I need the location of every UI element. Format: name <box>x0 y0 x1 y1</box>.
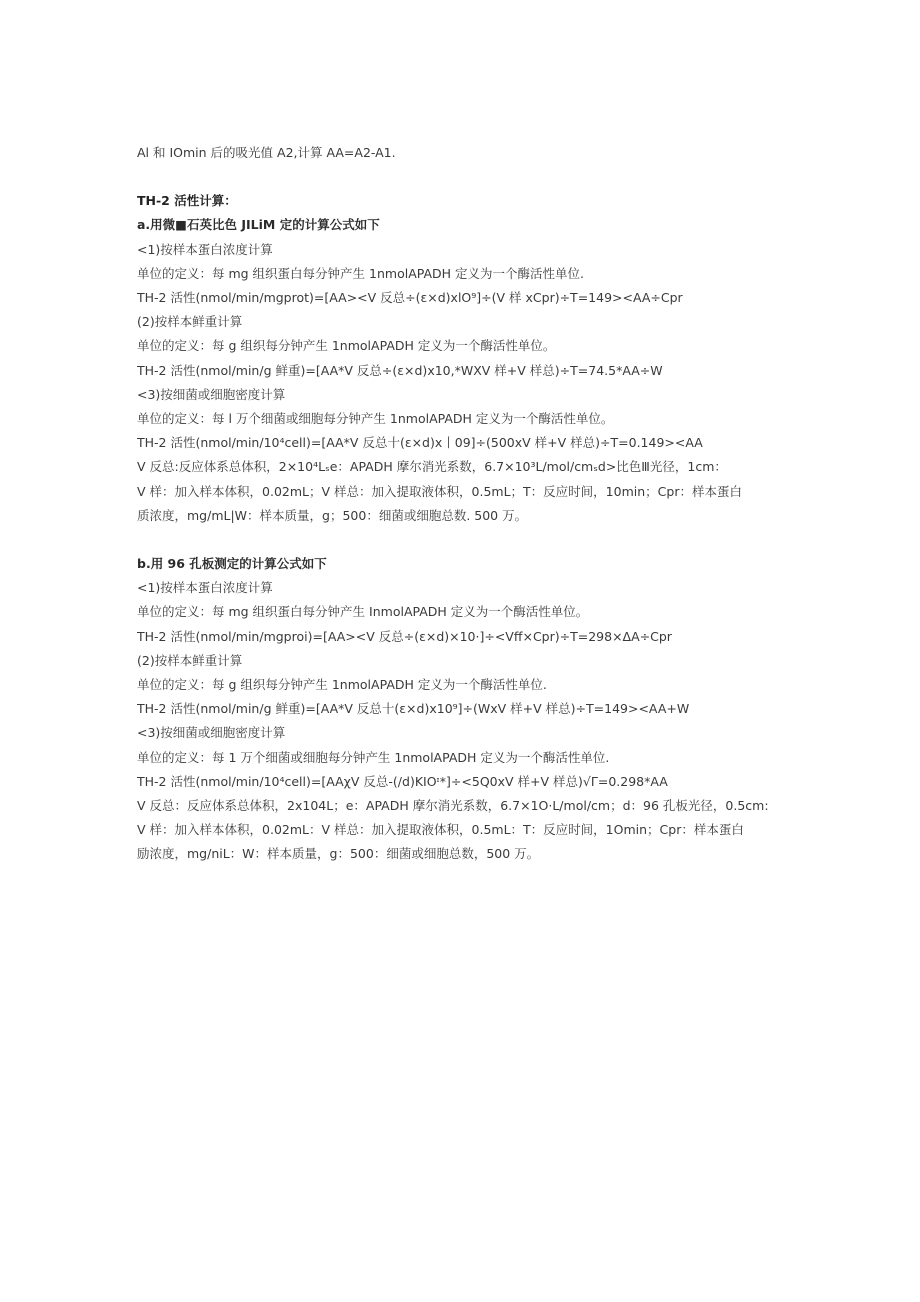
part-b-line: V 样：加入样本体积，0.02mL：V 样总：加入提取液体积，0.5mL：T：反应时间，1Omin；Cpr：样本蛋白 <box>137 822 744 838</box>
part-a-line: 单位的定义：每 g 组织每分钟产生 1nmolAPADH 定义为一个酶活性单位。 <box>137 338 556 354</box>
part-a-line: V 反总:反应体系总体积，2×10⁴Lₛe：APADH 摩尔消光系数，6.7×10³L∕mol∕cmₛd>比色Ⅲ光径，1cm： <box>137 459 727 475</box>
section-title: TH-2 活性计算： <box>137 193 237 209</box>
part-a-line: (2)按样本鲜重计算 <box>137 314 243 330</box>
part-a-line: V 样：加入样本体积，0.02mL；V 样总：加入提取液体积，0.5mL；T：反应时间，10min；Cpr：样本蛋白 <box>137 483 742 499</box>
paragraph-gap <box>137 528 797 552</box>
part-a-line: TH-2 活性(nmol/min/mgprot)=[AA><V 反总÷(ε×d)xlO⁹]÷(V 样 xCpr)÷T=149><AA÷Cpr <box>137 290 683 306</box>
part-b-line: V 反总：反应体系总体积，2x104L；e：APADH 摩尔消光系数，6.7×1O·L/mol/cm；d：96 孔板光径，0.5cm: <box>137 798 769 814</box>
intro-line: Al 和 IOmin 后的吸光值 A2,计算 AA=A2-A1. <box>137 145 396 160</box>
document-body <box>137 141 797 867</box>
part-a-line: 质浓度，mg∕mL|W：样本质量，g；500：细菌或细胞总数. 500 万。 <box>137 507 528 523</box>
part-b-line: TH-2 活性(nmol/min/mgproi)=[AA><V 反总÷(ε×d)×10·]÷<Vff×Cpr)÷T=298×ΔA÷Cpr <box>137 628 672 644</box>
part-a-line: <3)按细菌或细胞密度计算 <box>137 386 286 402</box>
part-b-line: TH-2 活性(nmol/min/g 鲜重)=[AA*V 反总十(ε×d)x10⁹]÷(WxV 样+V 样总)÷T=149><AA+W <box>137 701 690 717</box>
part-a-line: 单位的定义：每 mg 组织蛋白每分钟产生 1nmolAPADH 定义为一个酶活性单位. <box>137 265 585 281</box>
part-b-line: 单位的定义：每 mg 组织蛋白每分钟产生 InmolAPADH 定义为一个酶活性单位。 <box>137 604 589 620</box>
part-a-line: <1)按样本蛋白浓度计算 <box>137 241 273 257</box>
part-b-line: 励浓度，mg/niL：W：样本质量，g：500：细菌或细胞总数，500 万。 <box>137 846 540 862</box>
part-a-line: TH-2 活性(nmol/min∕10⁴cell)=[AA*V 反总十(ε×d)x丨09]÷(500xV 样+V 样总)÷T=0.149><AA <box>137 435 703 451</box>
part-b-line: 单位的定义：每 g 组织每分钟产生 1nmolAPADH 定义为一个酶活性单位. <box>137 677 547 693</box>
part-b-line: (2)按样本鲜重计算 <box>137 652 243 668</box>
part-b-line: <3)按细菌或细胞密度计算 <box>137 725 286 741</box>
paragraph-gap <box>137 165 797 189</box>
part-b-line: TH-2 活性(nmol∕min∕10⁴cell)=[AAχV 反总-(/d)KIOᶦ*]÷<5Q0xV 样+V 样总)√Γ=0.298*AA <box>137 773 668 789</box>
part-b-line: <1)按样本蛋白浓度计算 <box>137 580 273 596</box>
part-a-title: a.用微■石英比色 JILiM 定的计算公式如下 <box>137 217 380 233</box>
part-a-line: TH-2 活性(nmol/min/g 鲜重)=[AA*V 反总÷(ε×d)x10,*WXV 样+V 样总)÷T=74.5*AA÷W <box>137 362 663 378</box>
part-a-line: 单位的定义：每 l 万个细菌或细胞每分钟产生 1nmolAPADH 定义为一个酶活性单位。 <box>137 411 614 427</box>
part-b-title: b.用 96 孔板测定的计算公式如下 <box>137 556 327 572</box>
part-b-line: 单位的定义：每 1 万个细菌或细胞每分钟产生 1nmolAPADH 定义为一个酶活性单位. <box>137 749 610 765</box>
